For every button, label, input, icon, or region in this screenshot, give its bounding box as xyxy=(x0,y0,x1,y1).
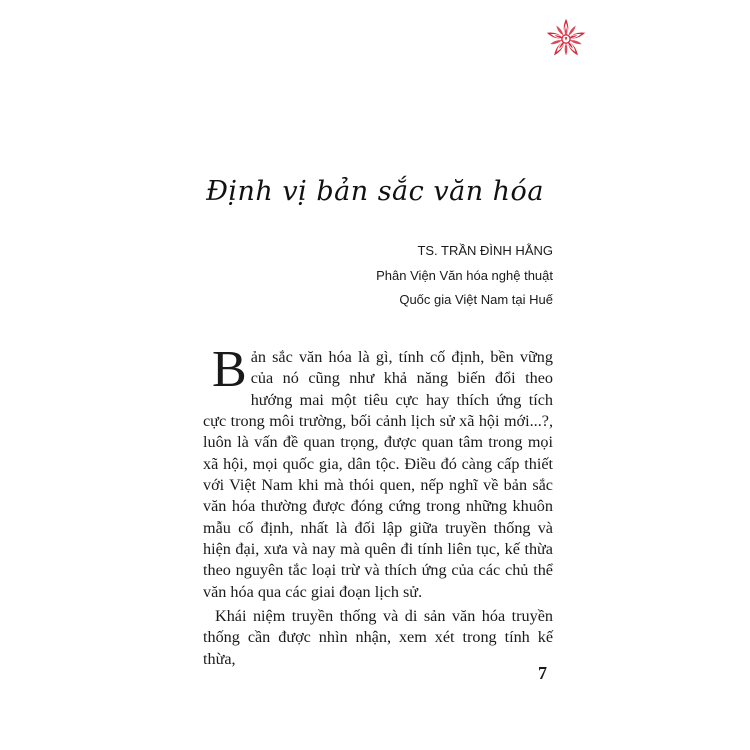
drop-cap: B xyxy=(212,341,247,398)
author-name: TS. TRẦN ĐÌNH HẰNG xyxy=(417,243,553,258)
paragraph-1-text: ản sắc văn hóa là gì, tính cố định, bền vững của nó cũng như khả năng biến đổi theo hướng mai một tiêu cực hay thích ứng tích cực trong môi trường, bối cảnh lịch sử xã hội mới...?, luôn là vấn đề quan trọng, được quan tâm trong mọi xã hội, mọi quốc gia, dân tộc. Điều đó càng cấp thiết với Việt Nam khi mà thói quen, nếp nghĩ về bản sắc văn hóa thường được đóng cứng trong những khuôn mẫu cố định, nhất là đối lập giữa truyền thống và hiện đại, xưa và nay mà quên đi tính liên tục, kế thừa theo nguyên tắc loại trừ và thích ứng của các chủ thể văn hóa qua các giai đoạn lịch sử. xyxy=(203,348,553,601)
article-title: Định vị bản sắc văn hóa xyxy=(206,176,544,207)
author-block xyxy=(233,239,553,313)
paragraph-2: Khái niệm truyền thống và di sản văn hóa truyền thống cần được nhìn nhận, xem xét trong tính kế thừa, xyxy=(203,607,553,668)
author-affiliation-line1: Phân Viện Văn hóa nghệ thuật xyxy=(376,267,553,283)
author-affiliation-line2: Quốc gia Việt Nam tại Huế xyxy=(399,292,553,307)
paragraph-1 xyxy=(203,341,553,603)
article-body xyxy=(203,341,553,670)
page-number: 7 xyxy=(538,663,547,683)
red-star-emblem-icon xyxy=(543,16,589,62)
